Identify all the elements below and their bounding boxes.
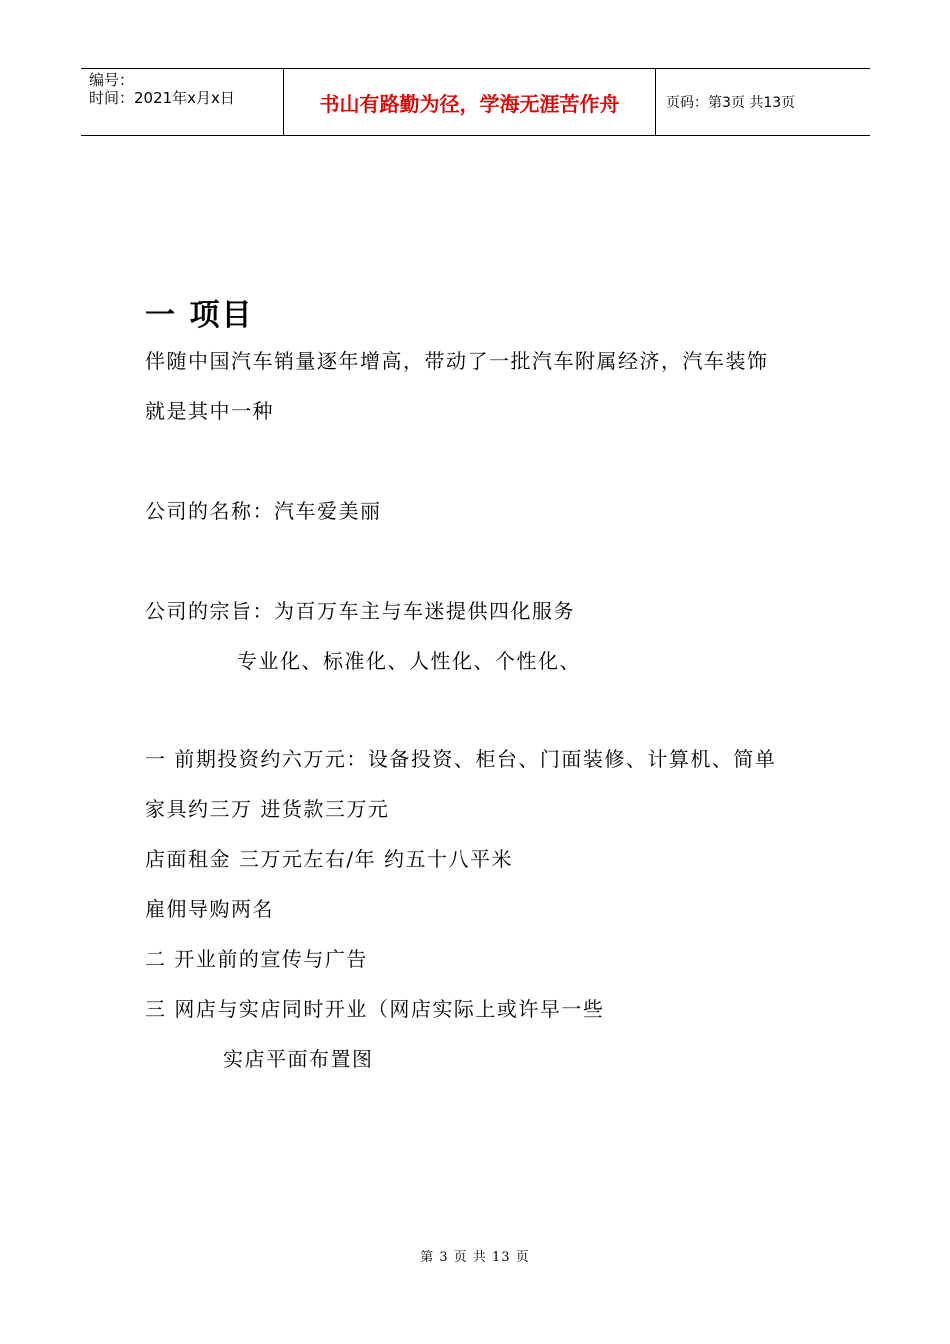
page-header [81,68,870,136]
promotion-line: 二 开业前的宣传与广告 [145,947,368,971]
rent-line: 店面租金 三万元左右/年 约五十八平米 [145,847,513,871]
investment-line-1: 一 前期投资约六万元：设备投资、柜台、门面装修、计算机、简单 [145,747,777,771]
header-page-info: 页码：第3页 共13页 [666,95,796,111]
investment-line-2: 家具约三万 进货款三万元 [145,797,390,821]
page-footer: 第 3 页 共 13 页 [420,1250,530,1265]
intro-line-1: 伴随中国汽车销量逐年增高，带动了一批汽车附属经济，汽车装饰 [145,349,769,373]
section-heading: 一 项目 [145,298,254,333]
purpose-detail: 专业化、标准化、人性化、个性化、 [237,649,581,673]
header-meta [81,69,283,135]
header-motto: 书山有路勤为径，学海无涯苦作舟 [283,69,656,135]
company-name: 公司的名称：汽车爱美丽 [145,499,382,523]
date-label: 时间：2021年x月x日 [89,89,235,107]
company-purpose: 公司的宗旨：为百万车主与车迷提供四化服务 [145,599,575,623]
store-opening-line: 三 网店与实店同时开业（网店实际上或许早一些 [145,997,605,1021]
intro-line-2: 就是其中一种 [145,399,274,423]
number-label: 编号： [89,71,135,89]
layout-plan-title: 实店平面布置图 [223,1047,374,1071]
staff-line: 雇佣导购两名 [145,897,274,921]
